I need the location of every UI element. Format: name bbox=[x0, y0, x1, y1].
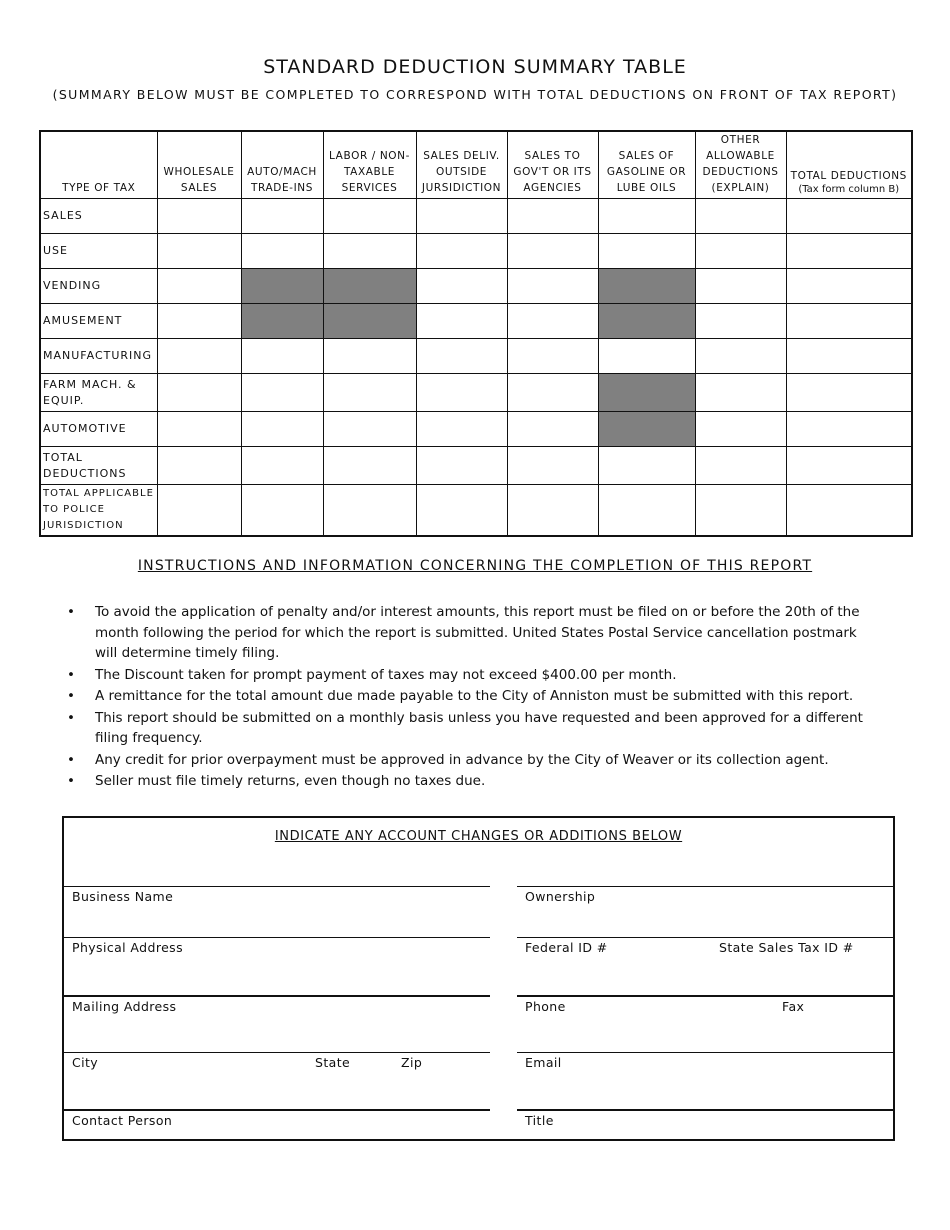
entry-cell[interactable] bbox=[323, 412, 416, 447]
entry-cell[interactable] bbox=[416, 269, 507, 304]
entry-cell[interactable] bbox=[786, 304, 912, 339]
ownership-label: Ownership bbox=[525, 889, 596, 904]
table-row bbox=[40, 447, 912, 485]
column-header-note: (Tax form column B) bbox=[798, 184, 900, 195]
entry-cell[interactable] bbox=[416, 339, 507, 374]
table-row bbox=[40, 374, 912, 412]
entry-cell[interactable] bbox=[507, 374, 598, 412]
physical-address-field[interactable] bbox=[64, 937, 490, 995]
email-field[interactable] bbox=[517, 1052, 893, 1109]
page-subtitle: (SUMMARY BELOW MUST BE COMPLETED TO CORRESPOND WITH TOTAL DEDUCTIONS ON FRONT OF TAX REPORT) bbox=[52, 87, 898, 102]
entry-cell[interactable] bbox=[695, 412, 786, 447]
entry-cell[interactable] bbox=[323, 199, 416, 234]
column-header bbox=[416, 131, 507, 199]
entry-cell[interactable] bbox=[507, 304, 598, 339]
entry-cell[interactable] bbox=[786, 412, 912, 447]
row-label: SALES bbox=[40, 199, 157, 234]
table-row bbox=[40, 199, 912, 234]
instruction-item: • To avoid the application of penalty and/or interest amounts, this report must be filed on or before the 20th of the month following the period for which the report is submitted. United States Postal Service cancellation postmark will determine timely filing. bbox=[70, 602, 880, 664]
column-header bbox=[507, 131, 598, 199]
entry-cell[interactable] bbox=[157, 269, 241, 304]
table-row bbox=[40, 269, 912, 304]
contact-person-field[interactable] bbox=[64, 1109, 490, 1141]
entry-cell[interactable] bbox=[695, 304, 786, 339]
city-field[interactable] bbox=[64, 1052, 490, 1109]
physical-address-label: Physical Address bbox=[72, 940, 184, 955]
account-changes-heading: INDICATE ANY ACCOUNT CHANGES OR ADDITIONS BELOW bbox=[274, 829, 683, 844]
column-header bbox=[695, 131, 786, 199]
row-label: TOTAL APPLICABLE TO POLICE JURISDICTION bbox=[40, 485, 157, 536]
phone-label: Phone bbox=[525, 999, 566, 1014]
entry-cell[interactable] bbox=[507, 485, 598, 536]
entry-cell[interactable] bbox=[786, 485, 912, 536]
shaded-cell bbox=[241, 269, 323, 304]
entry-cell[interactable] bbox=[416, 485, 507, 536]
column-header-line: LUBE OILS bbox=[616, 182, 677, 194]
column-header-line: JURSIDICTION bbox=[421, 182, 502, 194]
column-header-line: OTHER bbox=[720, 134, 761, 146]
column-header-line: SALES DELIV. bbox=[423, 150, 500, 162]
entry-cell[interactable] bbox=[157, 374, 241, 412]
federal-id-label: Federal ID # bbox=[525, 940, 608, 955]
entry-cell[interactable] bbox=[598, 199, 695, 234]
row-label: AUTOMOTIVE bbox=[40, 412, 157, 447]
business-name-field[interactable] bbox=[64, 886, 490, 937]
column-header-line: ALLOWABLE bbox=[706, 150, 775, 162]
entry-cell[interactable] bbox=[598, 447, 695, 485]
entry-cell[interactable] bbox=[695, 485, 786, 536]
entry-cell[interactable] bbox=[157, 447, 241, 485]
row-label: AMUSEMENT bbox=[40, 304, 157, 339]
email-label: Email bbox=[525, 1055, 562, 1070]
entry-cell[interactable] bbox=[695, 447, 786, 485]
city-label: City bbox=[72, 1055, 99, 1070]
title-label: Title bbox=[525, 1113, 554, 1128]
column-header-line: GOV'T OR ITS bbox=[513, 166, 592, 178]
entry-cell[interactable] bbox=[695, 374, 786, 412]
entry-cell[interactable] bbox=[323, 374, 416, 412]
entry-cell[interactable] bbox=[241, 447, 323, 485]
entry-cell[interactable] bbox=[507, 269, 598, 304]
federal-id-field[interactable] bbox=[517, 937, 893, 995]
column-header bbox=[598, 131, 695, 199]
entry-cell[interactable] bbox=[507, 412, 598, 447]
entry-cell[interactable] bbox=[416, 199, 507, 234]
entry-cell[interactable] bbox=[598, 339, 695, 374]
entry-cell[interactable] bbox=[416, 412, 507, 447]
column-header bbox=[786, 131, 912, 199]
entry-cell[interactable] bbox=[507, 339, 598, 374]
entry-cell[interactable] bbox=[323, 447, 416, 485]
entry-cell[interactable] bbox=[416, 304, 507, 339]
entry-cell[interactable] bbox=[507, 447, 598, 485]
row-label: USE bbox=[40, 234, 157, 269]
entry-cell[interactable] bbox=[157, 234, 241, 269]
table-row bbox=[40, 304, 912, 339]
row-label: MANUFACTURING bbox=[40, 339, 157, 374]
account-changes-box bbox=[62, 816, 895, 1141]
column-header-line: AGENCIES bbox=[523, 182, 582, 194]
entry-cell[interactable] bbox=[786, 339, 912, 374]
instruction-item: • Any credit for prior overpayment must be approved in advance by the City of Weaver or its collection agent. bbox=[70, 750, 880, 771]
entry-cell[interactable] bbox=[786, 269, 912, 304]
instruction-item: • Seller must file timely returns, even though no taxes due. bbox=[70, 771, 880, 792]
instruction-item: • The Discount taken for prompt payment of taxes may not exceed $400.00 per month. bbox=[70, 665, 880, 686]
column-header-line: TYPE OF TAX bbox=[62, 182, 136, 194]
entry-cell[interactable] bbox=[507, 199, 598, 234]
row-label: TOTAL DEDUCTIONS bbox=[40, 447, 157, 485]
entry-cell[interactable] bbox=[323, 234, 416, 269]
column-header-line: AUTO/MACH bbox=[247, 166, 317, 178]
entry-cell[interactable] bbox=[786, 234, 912, 269]
entry-cell[interactable] bbox=[323, 485, 416, 536]
entry-cell[interactable] bbox=[241, 374, 323, 412]
column-header bbox=[40, 131, 157, 199]
instruction-item: • A remittance for the total amount due made payable to the City of Anniston must be submitted with this report. bbox=[70, 686, 880, 707]
column-header-line: SALES bbox=[180, 182, 218, 194]
state-label: State bbox=[315, 1055, 351, 1070]
entry-cell[interactable] bbox=[323, 339, 416, 374]
column-header-line: GASOLINE OR bbox=[606, 166, 687, 178]
entry-cell[interactable] bbox=[157, 485, 241, 536]
entry-cell[interactable] bbox=[157, 199, 241, 234]
instructions-list bbox=[70, 602, 880, 793]
column-header-line: SERVICES bbox=[341, 182, 398, 194]
shaded-cell bbox=[598, 269, 695, 304]
table-row bbox=[40, 339, 912, 374]
zip-label: Zip bbox=[401, 1055, 423, 1070]
entry-cell[interactable] bbox=[786, 199, 912, 234]
table-row bbox=[40, 412, 912, 447]
entry-cell[interactable] bbox=[157, 304, 241, 339]
column-header-line: SALES TO bbox=[524, 150, 581, 162]
shaded-cell bbox=[598, 374, 695, 412]
instruction-item: • This report should be submitted on a monthly basis unless you have requested and been approved for a different filing frequency. bbox=[70, 708, 880, 749]
row-label: VENDING bbox=[40, 269, 157, 304]
contact-person-label: Contact Person bbox=[72, 1113, 173, 1128]
instructions-heading: INSTRUCTIONS AND INFORMATION CONCERNING THE COMPLETION OF THIS REPORT bbox=[137, 558, 813, 574]
fax-label: Fax bbox=[782, 999, 805, 1014]
column-header-line: SALES OF bbox=[618, 150, 675, 162]
phone-field[interactable] bbox=[517, 995, 893, 1053]
mailing-address-field[interactable] bbox=[64, 995, 490, 1053]
entry-cell[interactable] bbox=[786, 374, 912, 412]
column-header-line: OUTSIDE bbox=[435, 166, 488, 178]
entry-cell[interactable] bbox=[598, 485, 695, 536]
mailing-address-label: Mailing Address bbox=[72, 999, 177, 1014]
shaded-cell bbox=[241, 304, 323, 339]
deduction-summary-table bbox=[39, 130, 913, 537]
entry-cell[interactable] bbox=[157, 339, 241, 374]
entry-cell[interactable] bbox=[695, 339, 786, 374]
entry-cell[interactable] bbox=[416, 234, 507, 269]
entry-cell[interactable] bbox=[241, 412, 323, 447]
entry-cell[interactable] bbox=[241, 234, 323, 269]
title-field[interactable] bbox=[517, 1109, 893, 1141]
row-label: FARM MACH. & EQUIP. bbox=[40, 374, 157, 412]
shaded-cell bbox=[598, 304, 695, 339]
table-row bbox=[40, 234, 912, 269]
table-row bbox=[40, 485, 912, 536]
entry-cell[interactable] bbox=[695, 269, 786, 304]
column-header-line: LABOR / NON- bbox=[328, 150, 411, 162]
entry-cell[interactable] bbox=[598, 234, 695, 269]
column-header-line: TOTAL DEDUCTIONS bbox=[790, 170, 907, 182]
entry-cell[interactable] bbox=[695, 234, 786, 269]
shaded-cell bbox=[323, 304, 416, 339]
shaded-cell bbox=[598, 412, 695, 447]
column-header bbox=[157, 131, 241, 199]
column-header bbox=[323, 131, 416, 199]
entry-cell[interactable] bbox=[695, 199, 786, 234]
entry-cell[interactable] bbox=[507, 234, 598, 269]
column-header-line: TAXABLE bbox=[343, 166, 396, 178]
column-header-line: (EXPLAIN) bbox=[711, 182, 770, 194]
business-name-label: Business Name bbox=[72, 889, 174, 904]
entry-cell[interactable] bbox=[416, 447, 507, 485]
shaded-cell bbox=[323, 269, 416, 304]
column-header-line: DEDUCTIONS bbox=[702, 166, 779, 178]
column-header-line: TRADE-INS bbox=[251, 182, 313, 194]
column-header-line: WHOLESALE bbox=[163, 166, 235, 178]
page-title: STANDARD DEDUCTION SUMMARY TABLE bbox=[263, 56, 687, 78]
entry-cell[interactable] bbox=[157, 412, 241, 447]
entry-cell[interactable] bbox=[241, 485, 323, 536]
entry-cell[interactable] bbox=[786, 447, 912, 485]
entry-cell[interactable] bbox=[416, 374, 507, 412]
entry-cell[interactable] bbox=[241, 199, 323, 234]
ownership-field[interactable] bbox=[517, 886, 893, 937]
column-header bbox=[241, 131, 323, 199]
state-sales-tax-id-label: State Sales Tax ID # bbox=[719, 940, 854, 955]
entry-cell[interactable] bbox=[241, 339, 323, 374]
